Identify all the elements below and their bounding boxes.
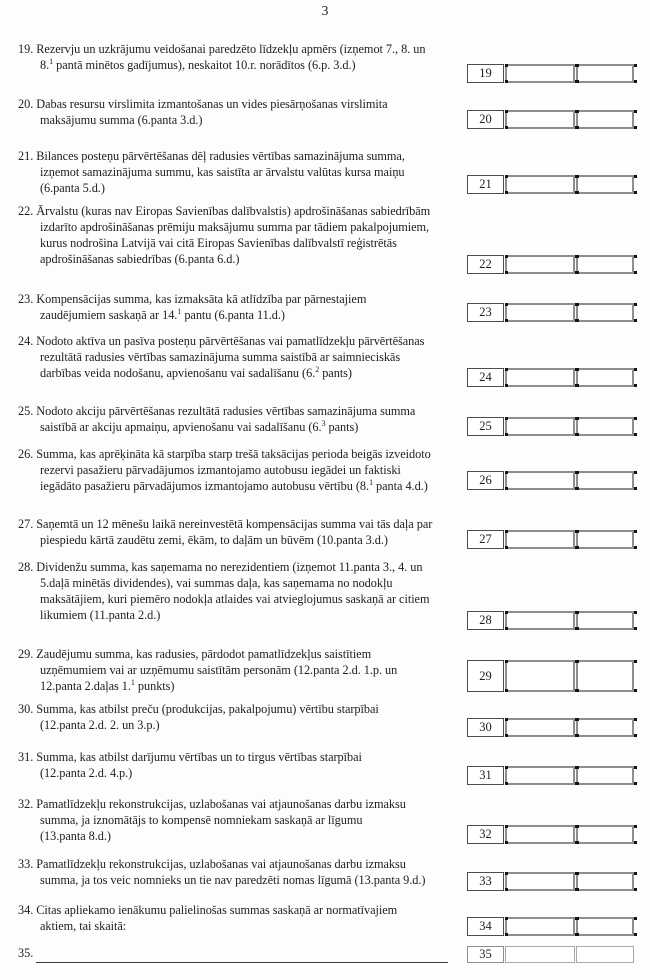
item-number-20: 20. [18, 97, 34, 111]
item-number-21: 21. [18, 149, 34, 163]
item-description-34: Citas apliekamo ienākumu palielinošas summas saskaņā ar normatīvajiem aktiem, tai skaitā: [36, 903, 398, 933]
item-number-23: 23. [18, 292, 34, 306]
item-text-22 [18, 203, 492, 267]
item-30-amount-cell-2[interactable] [576, 718, 634, 737]
item-22-amount-cell-1[interactable] [505, 255, 575, 274]
item-number-30: 30. [18, 702, 34, 716]
item-description-24: Nodoto aktīva un pasīva posteņu pārvērtēšanas vai pamatlīdzekļu pārvērtēšanas rezultātā radusies vērtības samazinājuma summa saistībā ar saimnieciskās darbības veida nodošanu, apvienošanu vai sadalīšanu (6.$^2$ pants) [36, 334, 425, 380]
item-description-32: Pamatlīdzekļu rekonstrukcijas, uzlabošanas vai atjaunošanas darbu izmaksu summa, ja iznomātājs to kompensē nomniekam saskaņā ar līgumu (13.panta 8.d.) [36, 797, 406, 843]
item-number-29: 29. [18, 647, 34, 661]
item-20-amount-cell-2[interactable] [576, 110, 634, 129]
item-text-26 [18, 446, 492, 494]
item-22-amount-cell-2[interactable] [576, 255, 634, 274]
item-34-amount-cell-2[interactable] [576, 917, 634, 936]
item-description-29: Zaudējumu summa, kas radusies, pārdodot pamatlīdzekļus saistītiem uzņēmumiem vai ar uzņēmumu saistītām personām (12.panta 2.d. 1.p. un 12.panta 2.daļas 1.$^1$ punkts) [36, 647, 398, 693]
item-33-value-cells [505, 872, 634, 891]
item-box-number-20: 20 [467, 110, 504, 129]
page-number: 3 [321, 3, 329, 18]
item-30-amount-cell-1[interactable] [505, 718, 575, 737]
item-text-23 [18, 291, 492, 323]
item-description-19: Rezervju un uzkrājumu veidošanai paredzēto līdzekļu apmērs (izņemot 7., 8. un 8.$^1$ pantā minētos gadījumus), neskaitot 10.r. norādītos (6.p. 3.d.) [36, 42, 426, 72]
item-number-25: 25. [18, 404, 34, 418]
item-text-32 [18, 796, 492, 844]
item-21-amount-cell-1[interactable] [505, 175, 575, 194]
item-box-number-21: 21 [467, 175, 504, 194]
item-description-22: Ārvalstu (kuras nav Eiropas Savienības dalībvalstis) apdrošināšanas sabiedrībām izdarīto apdrošināšanas prēmiju maksājumu summa par tādiem pakalpojumiem, kurus nodrošina Latvijā vai citā Eiropas Savienības dalībvalstī reģistrētās apdrošināšanas sabiedrības (6.panta 6.d.) [36, 204, 431, 266]
item-description-26: Summa, kas aprēķināta kā starpība starp trešā taksācijas perioda beigās izveidoto rezervi pasažieru pārvadājumos izmantojamo autobusu iegādei un faktiski iegādāto pasažieru pārvadājumos izmantojamo autobusu vērtību (8.$^1$ panta 4.d.) [36, 447, 431, 493]
item-28-amount-cell-1[interactable] [505, 611, 575, 630]
item-number-19: 19. [18, 42, 34, 56]
item-text-35 [18, 945, 492, 961]
item-23-value-cells [505, 303, 634, 322]
item-description-20: Dabas resursu virslimita izmantošanas un vides piesārņošanas virslimita maksājumu summa (6.panta 3.d.) [36, 97, 388, 127]
item-text-30 [18, 701, 492, 733]
item-number-32: 32. [18, 797, 34, 811]
item-31-value-cells [505, 766, 634, 785]
item-number-33: 33. [18, 857, 34, 871]
item-description-21: Bilances posteņu pārvērtēšanas dēļ radusies vērtības samazinājuma summa, izņemot samazinājuma summu, kas saistīta ar ārvalstu valūtas kursa maiņu (6.panta 5.d.) [36, 149, 405, 195]
item-box-number-32: 32 [467, 825, 504, 844]
item-26-amount-cell-1[interactable] [505, 471, 575, 490]
item-24-amount-cell-2[interactable] [576, 368, 634, 387]
item-text-31 [18, 749, 492, 781]
item-text-21 [18, 148, 492, 196]
item-29-value-cells [505, 660, 634, 692]
item-27-amount-cell-2[interactable] [576, 530, 634, 549]
item-27-amount-cell-1[interactable] [505, 530, 575, 549]
item-description-31: Summa, kas atbilst darījumu vērtības un to tirgus vērtības starpībai (12.panta 2.d. 4.p.) [36, 750, 362, 780]
item-text-27 [18, 516, 492, 548]
item-box-number-23: 23 [467, 303, 504, 322]
item-description-33: Pamatlīdzekļu rekonstrukcijas, uzlabošanas vai atjaunošanas darbu izmaksu summa, ja tos veic nomnieks un tie nav paredzēti nomas līgumā (13.panta 9.d.) [36, 857, 426, 887]
item-box-number-19: 19 [467, 64, 504, 83]
item-number-26: 26. [18, 447, 34, 461]
item-34-value-cells [505, 917, 634, 936]
item-20-value-cells [505, 110, 634, 129]
item-35-blank-line[interactable] [36, 962, 448, 963]
item-text-34 [18, 902, 492, 934]
item-description-25: Nodoto akciju pārvērtēšanas rezultātā radusies vērtības samazinājuma summa saistībā ar akciju apmaiņu, apvienošanu vai sadalīšanu (6.$^3$ pants) [36, 404, 416, 434]
item-description-28: Dividenžu summa, kas saņemama no nerezidentiem (izņemot 11.panta 3., 4. un 5.daļā minētās dividendes), vai summas daļa, kas saņemama no nodokļu maksātājiem, kuri piemēro nodokļa atlaides vai atvieglojumus saskaņā ar citiem likumiem (11.panta 2.d.) [36, 560, 430, 622]
item-19-amount-cell-2[interactable] [576, 64, 634, 83]
item-text-33 [18, 856, 492, 888]
item-20-amount-cell-1[interactable] [505, 110, 575, 129]
item-text-20 [18, 96, 492, 128]
item-21-amount-cell-2[interactable] [576, 175, 634, 194]
item-34-amount-cell-1[interactable] [505, 917, 575, 936]
item-33-amount-cell-1[interactable] [505, 872, 575, 891]
item-number-35: 35. [18, 946, 34, 960]
item-box-number-33: 33 [467, 872, 504, 891]
item-25-amount-cell-1[interactable] [505, 417, 575, 436]
item-25-value-cells [505, 417, 634, 436]
item-32-amount-cell-2[interactable] [576, 825, 634, 844]
item-box-number-26: 26 [467, 471, 504, 490]
item-19-value-cells [505, 64, 634, 83]
item-29-amount-cell-1[interactable] [505, 660, 575, 692]
item-text-19 [18, 41, 492, 73]
item-35-amount-cell-2[interactable] [576, 946, 634, 963]
item-box-number-29: 29 [467, 660, 504, 692]
item-21-value-cells [505, 175, 634, 194]
item-26-value-cells [505, 471, 634, 490]
item-box-number-30: 30 [467, 718, 504, 737]
item-19-amount-cell-1[interactable] [505, 64, 575, 83]
item-box-number-31: 31 [467, 766, 504, 785]
item-35-amount-cell-1[interactable] [505, 946, 575, 963]
item-number-24: 24. [18, 334, 34, 348]
item-23-amount-cell-1[interactable] [505, 303, 575, 322]
item-box-number-27: 27 [467, 530, 504, 549]
item-23-amount-cell-2[interactable] [576, 303, 634, 322]
item-description-27: Saņemtā un 12 mēnešu laikā nereinvestētā kompensācijas summa vai tās daļa par piespiedu kārtā zaudētu zemi, ēkām, to daļām un būvēm (10.panta 3.d.) [36, 517, 433, 547]
item-22-value-cells [505, 255, 634, 274]
item-number-27: 27. [18, 517, 34, 531]
item-box-number-25: 25 [467, 417, 504, 436]
item-35-value-cells [505, 946, 634, 963]
item-30-value-cells [505, 718, 634, 737]
item-box-number-34: 34 [467, 917, 504, 936]
item-box-number-35: 35 [467, 946, 504, 963]
item-33-amount-cell-2[interactable] [576, 872, 634, 891]
item-description-23: Kompensācijas summa, kas izmaksāta kā atlīdzība par pārnestajiem zaudējumiem saskaņā ar 14.$^1$ pantu (6.panta 11.d.) [36, 292, 367, 322]
item-text-28 [18, 559, 492, 623]
item-number-22: 22. [18, 204, 34, 218]
item-box-number-22: 22 [467, 255, 504, 274]
item-29-amount-cell-2[interactable] [576, 660, 634, 692]
item-28-value-cells [505, 611, 634, 630]
item-24-amount-cell-1[interactable] [505, 368, 575, 387]
item-text-24 [18, 333, 492, 381]
item-box-number-24: 24 [467, 368, 504, 387]
item-32-value-cells [505, 825, 634, 844]
item-27-value-cells [505, 530, 634, 549]
item-number-34: 34. [18, 903, 34, 917]
item-31-amount-cell-1[interactable] [505, 766, 575, 785]
item-text-29 [18, 646, 492, 694]
item-26-amount-cell-2[interactable] [576, 471, 634, 490]
item-25-amount-cell-2[interactable] [576, 417, 634, 436]
item-description-30: Summa, kas atbilst preču (produkcijas, pakalpojumu) vērtību starpībai (12.panta 2.d. 2. un 3.p.) [36, 702, 379, 732]
item-32-amount-cell-1[interactable] [505, 825, 575, 844]
item-28-amount-cell-2[interactable] [576, 611, 634, 630]
item-24-value-cells [505, 368, 634, 387]
item-number-31: 31. [18, 750, 34, 764]
item-31-amount-cell-2[interactable] [576, 766, 634, 785]
item-number-28: 28. [18, 560, 34, 574]
item-box-number-28: 28 [467, 611, 504, 630]
item-text-25 [18, 403, 492, 435]
